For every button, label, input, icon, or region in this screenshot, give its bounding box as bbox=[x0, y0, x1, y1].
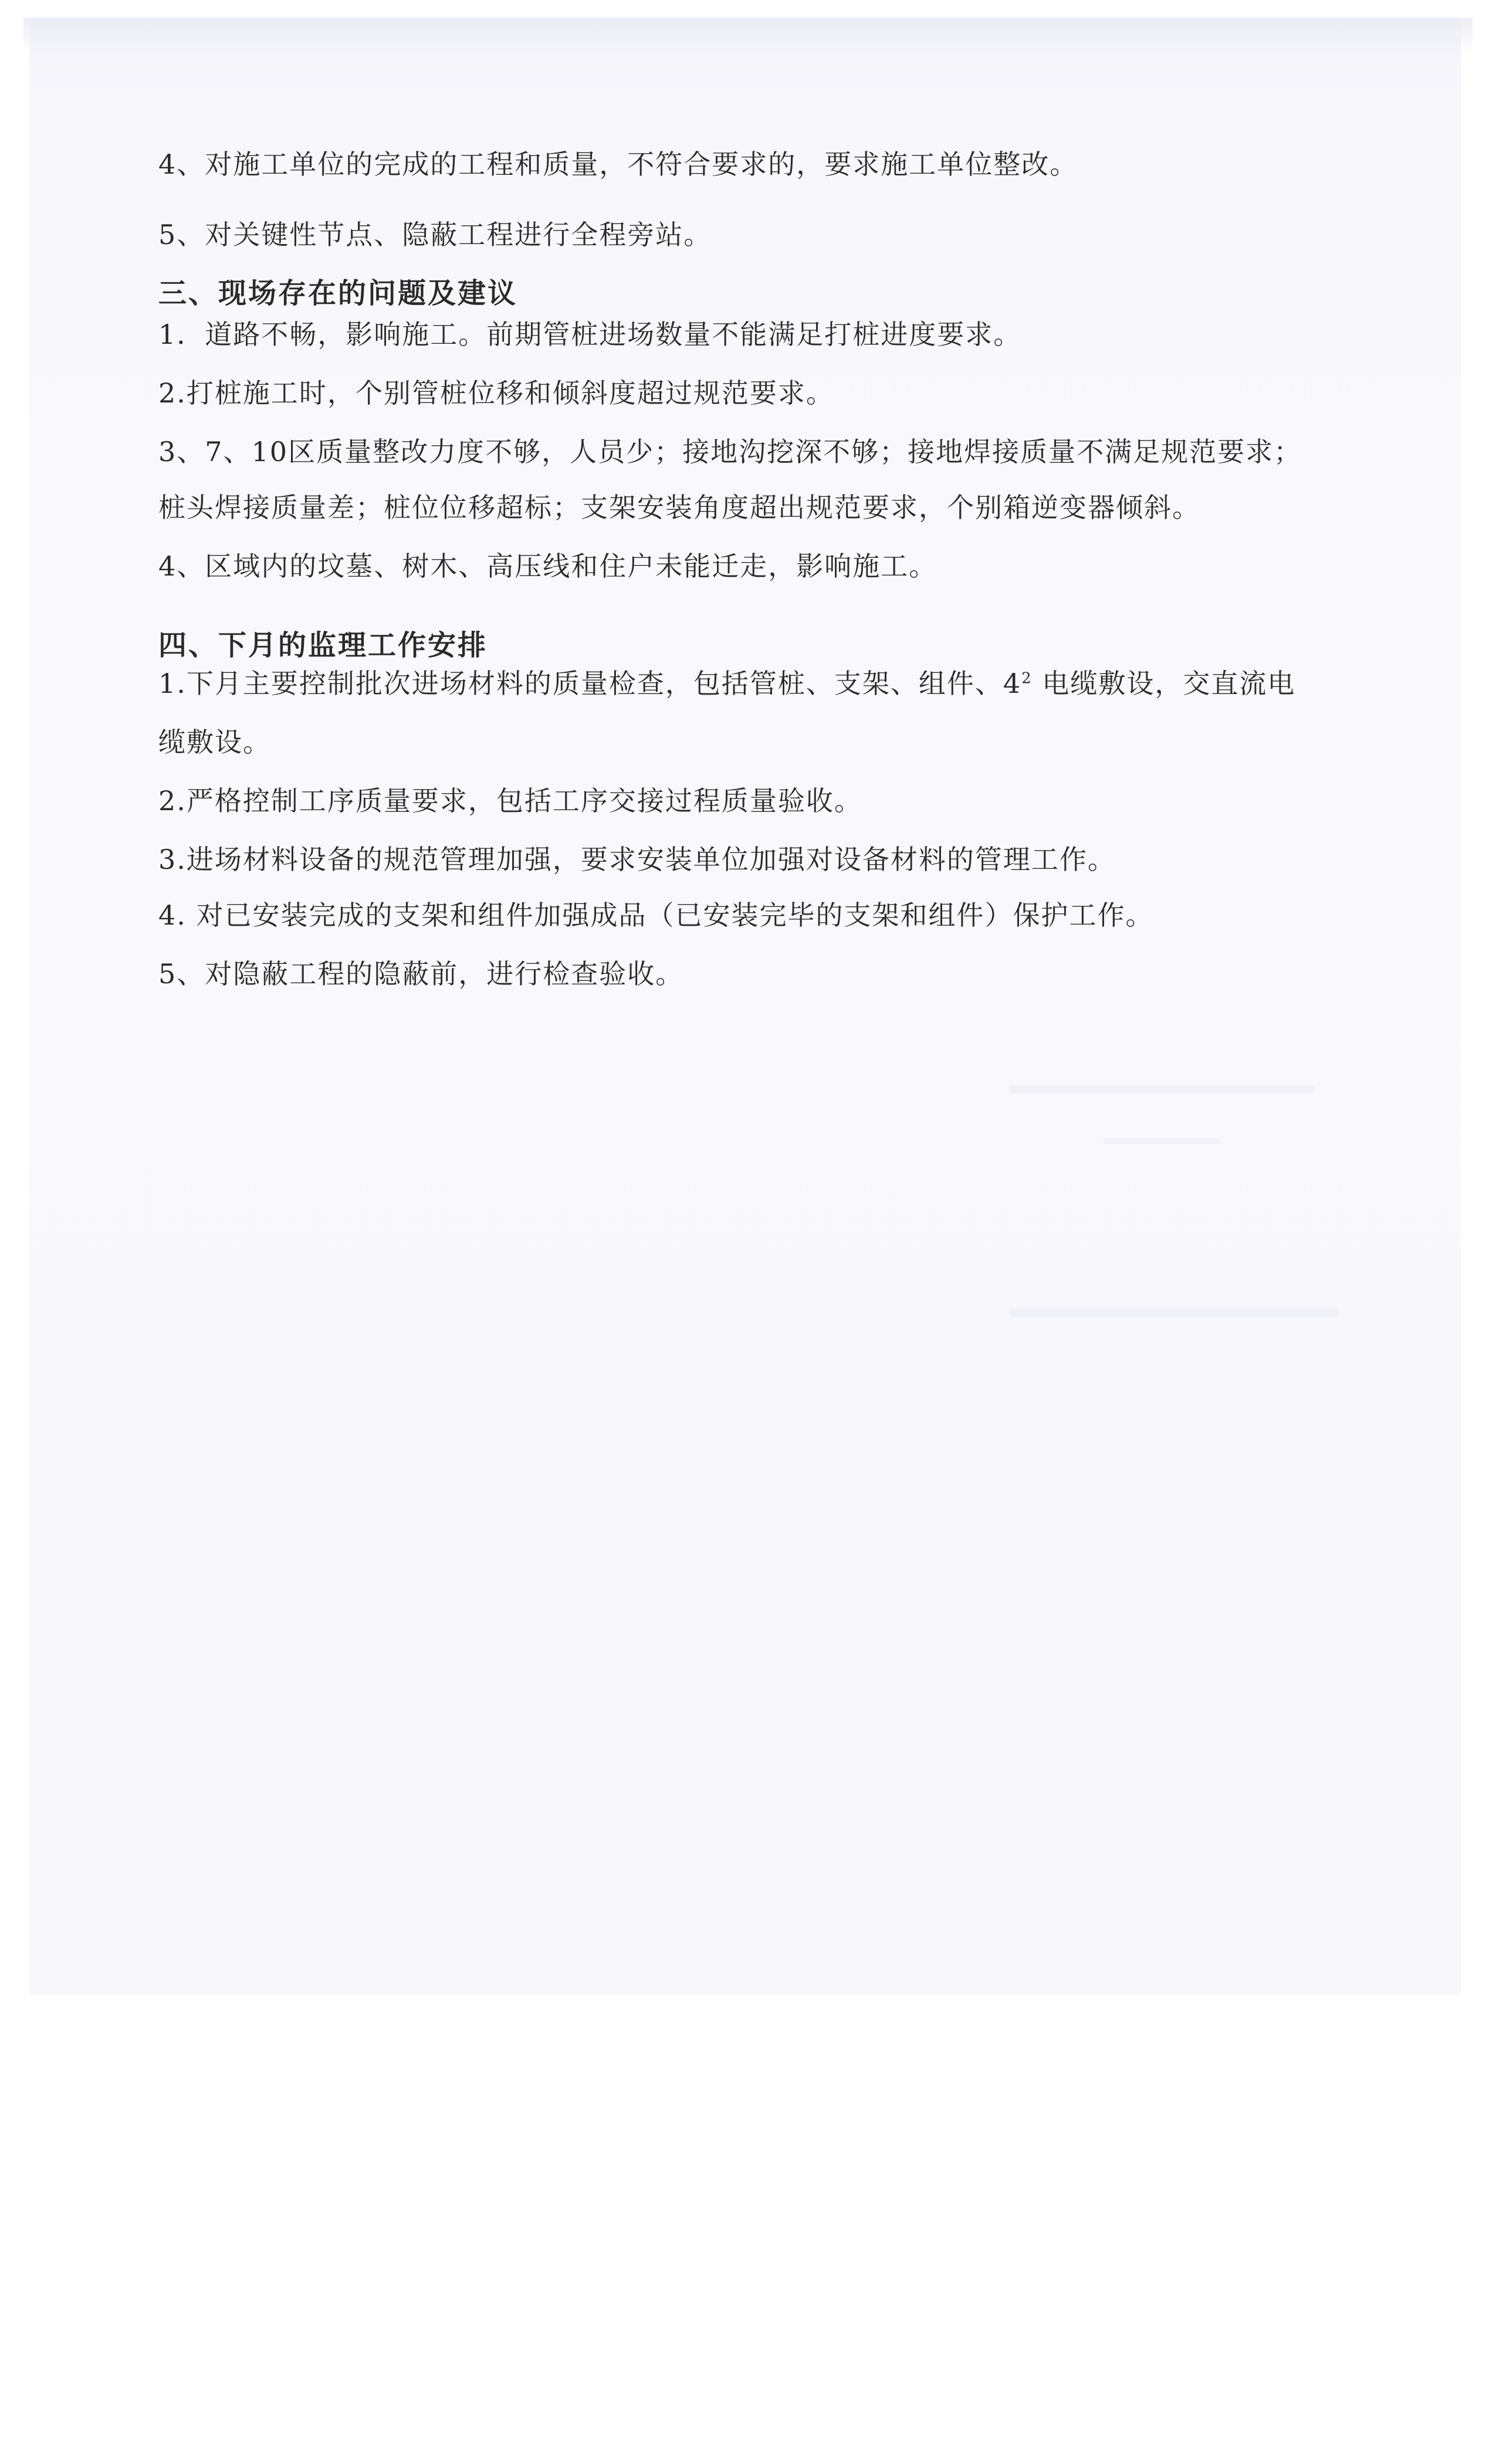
superscript: 2 bbox=[1021, 669, 1033, 688]
paragraph-line: 3.进场材料设备的规范管理加强，要求安装单位加强对设备材料的管理工作。 bbox=[158, 844, 1116, 875]
paragraph-line: 4、区域内的坟墓、树木、高压线和住户未能迁走，影响施工。 bbox=[158, 550, 937, 582]
paragraph-line: 5、对关键性节点、隐蔽工程进行全程旁站。 bbox=[158, 219, 712, 251]
bleed-through-mark bbox=[1103, 1138, 1220, 1144]
paragraph-line bbox=[158, 666, 1295, 701]
paragraph-line: 2.严格控制工序质量要求，包括工序交接过程质量验收。 bbox=[158, 785, 862, 817]
bleed-through-mark bbox=[1009, 1085, 1314, 1094]
paragraph-line: 1．道路不畅，影响施工。前期管桩进场数量不能满足打桩进度要求。 bbox=[158, 319, 1022, 350]
paragraph-line: 4、对施工单位的完成的工程和质量，不符合要求的，要求施工单位整改。 bbox=[158, 148, 1078, 180]
paragraph-line: 4. 对已安装完成的支架和组件加强成品（已安装完毕的支架和组件）保护工作。 bbox=[158, 899, 1154, 931]
paragraph-line: 2.打桩施工时，个别管桩位移和倾斜度超过规范要求。 bbox=[158, 377, 834, 409]
scanned-page-area bbox=[29, 18, 1461, 1995]
line-text: 1.下月主要控制批次进场材料的质量检查，包括管桩、支架、组件、4 bbox=[158, 668, 1022, 699]
line-text: 电缆敷设，交直流电 bbox=[1032, 668, 1296, 699]
bleed-through-mark bbox=[1009, 1308, 1338, 1318]
section-heading: 三、现场存在的问题及建议 bbox=[158, 277, 518, 310]
paragraph-line: 3、7、10区质量整改力度不够，人员少；接地沟挖深不够；接地焊接质量不满足规范要求； bbox=[158, 436, 1302, 468]
scan-top-shadow bbox=[23, 18, 1473, 53]
paragraph-line: 桩头焊接质量差；桩位位移超标；支架安装角度超出规范要求，个别箱逆变器倾斜。 bbox=[158, 492, 1200, 523]
section-heading: 四、下月的监理工作安排 bbox=[158, 629, 488, 662]
paragraph-line: 5、对隐蔽工程的隐蔽前，进行检查验收。 bbox=[158, 958, 684, 990]
paragraph-line: 缆敷设。 bbox=[158, 726, 271, 758]
